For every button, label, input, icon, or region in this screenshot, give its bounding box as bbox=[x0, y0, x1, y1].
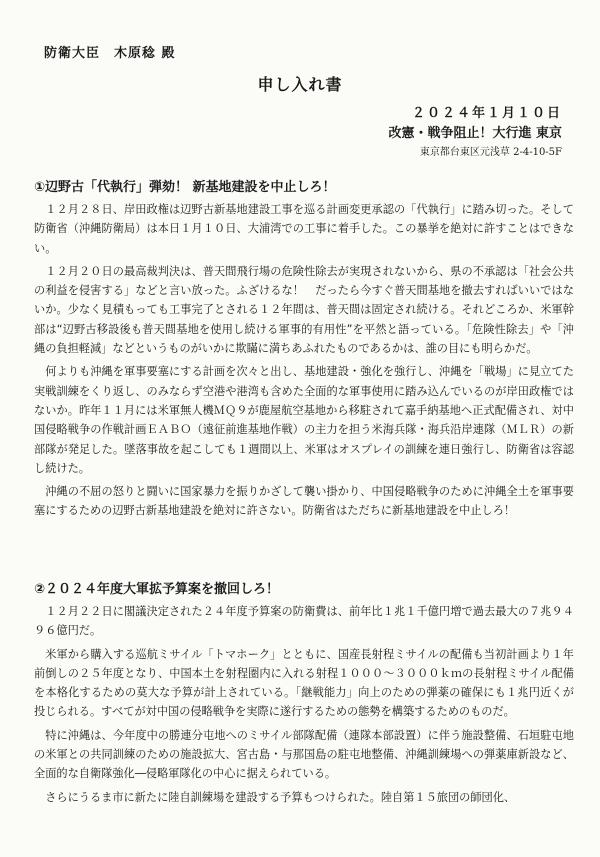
paragraph: 何よりも沖縄を軍事要塞にする計画を次々と出し、基地建設・強化を強行し、沖縄を「戦場」に見立てた実戦訓練をくり返し、のみならず空港や港湾も含めた全面的な軍事使用に踏み込んでいるのが岸田政権ではないか。昨年１１月には米軍無人機ＭＱ９が鹿屋航空基地から移駐されて嘉手納基地へ正式配備され、対中国侵略戦争の作戦計画ＥＡＢＯ（遠征前進基地作戦）の主力を担う米海兵隊・海兵沿岸連隊（ＭＬＲ）の新部隊が発足した。墜落事故を起こしても１週間以上、米軍はオスプレイの訓練を連日強行し、防衛省は容認し続けた。 bbox=[34, 365, 574, 475]
section-heading: ②２０２４年度大軍拡予算案を撤回しろ！ bbox=[34, 582, 280, 597]
section-heading: ①辺野古「代執行」弾劾！ 新基地建設を中止しろ！ bbox=[34, 180, 336, 195]
paragraph: さらにうるま市に新たに陸自訓練場を建設する予算もつけられた。陸自第１５旅団の師団化、 bbox=[45, 790, 516, 804]
sender-organization: 改憲・戦争阻止！大行進 東京 bbox=[388, 126, 562, 141]
document-date: ２０２４年１月１０日 bbox=[411, 106, 562, 121]
section-budget bbox=[34, 580, 574, 811]
paragraph: 沖縄の不屈の怒りと闘いに国家暴力を振りかざして襲い掛かり、中国侵略戦争のために沖縄全土を軍事要塞にするための辺野古新基地建設を絶対に許さない。防衛省はただちに新基地建設を中止しろ！ bbox=[34, 485, 574, 518]
paragraph: 米軍から購入する巡航ミサイル「トマホーク」とともに、国産長射程ミサイルの配備も当初計画より１年前倒しの２５年度となり、中国本土を射程圏内に入れる射程１０００～３０００ｋｍの長射程ミサイル配備を本格化するための莫大な予算が計上されている。「継戦能力」向上のための弾薬の確保にも１兆円近くが投じられる。すべてが対中国の侵略戦争を実際に遂行するための態勢を構築するためのものだ。 bbox=[34, 647, 574, 719]
paragraph: １２月２０日の最高裁判決は、普天間飛行場の危険性除去が実現されないから、県の不承認は「社会公共の利益を侵害する」などと言い放った。ふざけるな！ だったら今すぐ普天間基地を撤去すればいいではないか。少なく見積もっても工事完了とされる１２年間は、普天間は固定され続ける。それどころか、米軍幹部は“辺野古移設後も普天間基地を使用し続ける軍事的有用性”を平然と語っている。「危険性除去」や「沖縄の負担軽減」などというものがいかに欺瞞に満ちあふれたものであるかは、誰の目にも明らかだ。 bbox=[34, 264, 574, 356]
sender-block bbox=[302, 104, 562, 162]
sender-address: 東京都台東区元浅草 2-4-10-5F bbox=[419, 147, 562, 158]
paragraph: 特に沖縄は、今年度中の勝連分屯地へのミサイル部隊配備（連隊本部設置）に伴う施設整備、石垣駐屯地の米軍との共同訓練のための施設拡大、宮古島・与那国島の駐屯地整備、沖縄訓練場への弾薬庫新設など、全面的な自衛隊強化―侵略軍隊化の中心に据えられている。 bbox=[34, 728, 574, 781]
paragraph: １２月２２日に閣議決定された２４年度予算案の防衛費は、前年比１兆１千億円増で過去最大の７兆９４９６億円だ。 bbox=[34, 605, 574, 638]
document-title: 申し入れ書 bbox=[257, 75, 343, 94]
paragraph: １２月２８日、岸田政権は辺野古新基地建設工事を巡る計画変更承認の「代執行」に踏み切った。そして防衛省（沖縄防衛局）は本日１月１０日、大浦湾での工事に着手した。この暴挙を絶対に許すことはできない。 bbox=[34, 203, 574, 255]
section-henoko bbox=[34, 178, 574, 525]
addressee: 防衛大臣 木原稔 殿 bbox=[44, 46, 176, 61]
